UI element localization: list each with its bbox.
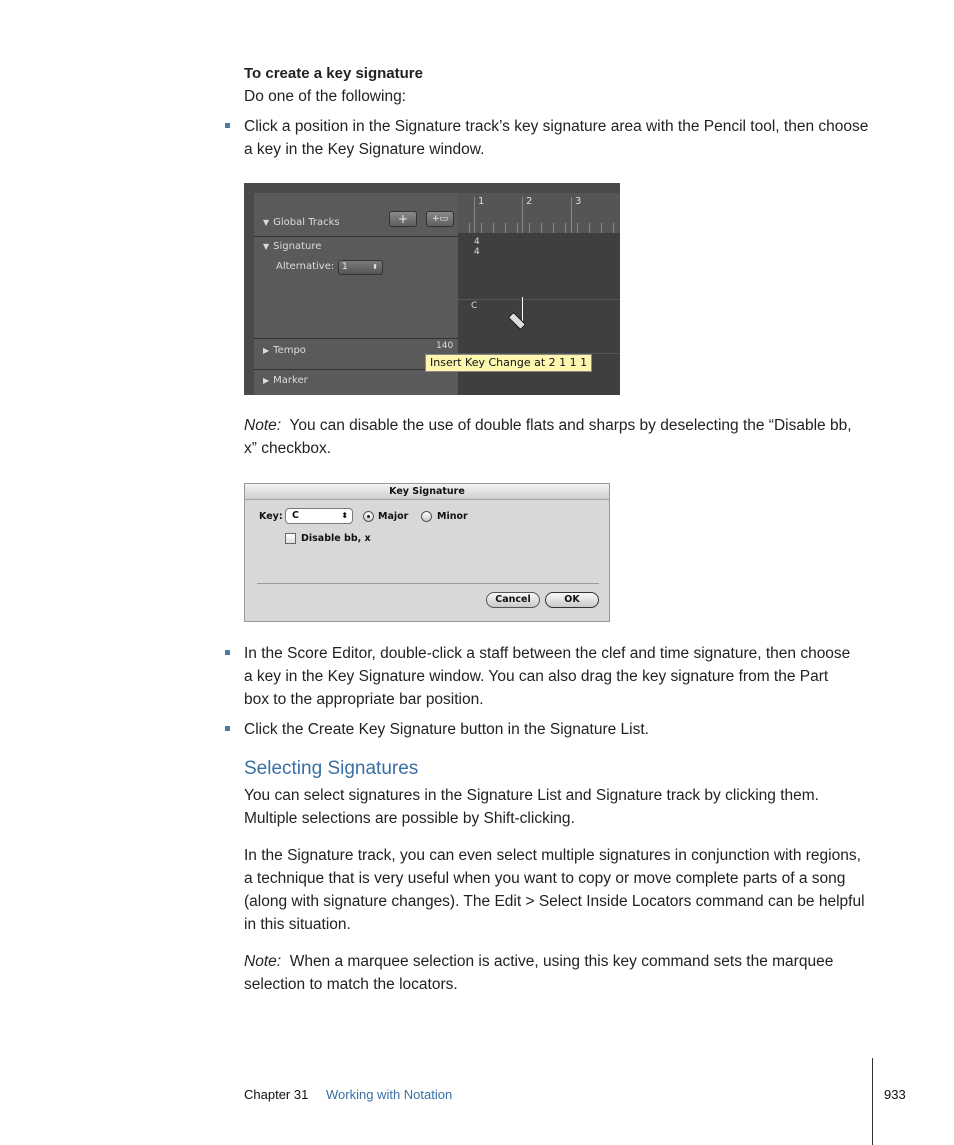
footer-divider <box>872 1058 873 1145</box>
paragraph-line: (along with signature changes). The Edit > Select Inside Locators command can be helpful <box>244 893 865 910</box>
section-paragraph-1 <box>244 784 884 830</box>
paragraph-line: a technique that is very useful when you want to copy or move complete parts of a song <box>244 870 846 887</box>
tempo-track-header[interactable] <box>263 345 306 356</box>
signature-label: Signature <box>273 241 322 252</box>
bullet-marker <box>225 726 230 731</box>
paragraph-line: Multiple selections are possible by Shift-clicking. <box>244 810 575 827</box>
dialog-title: Key Signature <box>245 484 609 500</box>
global-tracks-header[interactable] <box>263 217 340 228</box>
bullet-item-2 <box>244 642 884 711</box>
paragraph-line: In the Signature track, you can even select multiple signatures in conjunction with regions, <box>244 847 861 864</box>
disable-bb-checkbox[interactable] <box>285 533 296 544</box>
bullet-item-1 <box>244 115 884 161</box>
bullet-1-line-2: a key in the Key Signature window. <box>244 141 485 158</box>
bar-ruler[interactable] <box>458 193 620 233</box>
add-folder-button[interactable]: +▭ <box>426 211 454 227</box>
marker-label: Marker <box>273 375 308 386</box>
bullet-2-line-2: a key in the Key Signature window. You can also drag the key signature from the Part <box>244 668 829 685</box>
footer-chapter: Chapter 31 <box>244 1087 309 1102</box>
stepper-icon: ⬍ <box>341 511 348 520</box>
note-line-2: selection to match the locators. <box>244 976 458 993</box>
insert-position-line <box>522 297 523 323</box>
note-line-2: x” checkbox. <box>244 440 332 457</box>
note-line-1 <box>244 950 884 973</box>
divider <box>254 236 458 237</box>
key-signature-marker[interactable]: C <box>471 301 478 311</box>
alternative-value: 1 <box>342 262 348 272</box>
divider <box>254 338 458 339</box>
disclosure-triangle-icon: ▼ <box>263 242 270 251</box>
tempo-label: Tempo <box>273 345 306 356</box>
ok-button[interactable]: OK <box>545 592 599 608</box>
note-text: You can disable the use of double flats and sharps by deselecting the “Disable bb, <box>289 417 852 434</box>
disclosure-triangle-icon: ▼ <box>263 218 270 227</box>
intro-text: Do one of the following: <box>244 88 406 105</box>
task-heading: To create a key signature <box>244 65 423 82</box>
note-label: Note: <box>244 953 282 970</box>
note-paragraph <box>244 414 884 460</box>
stepper-icon: ⬍ <box>372 263 378 271</box>
key-label: Key: <box>259 511 283 522</box>
major-radio[interactable] <box>363 511 374 522</box>
minor-label: Minor <box>437 511 468 522</box>
paragraph-line: You can select signatures in the Signature List and Signature track by clicking them. <box>244 787 819 804</box>
section-paragraph-2 <box>244 844 884 936</box>
note-label: Note: <box>244 417 282 434</box>
bar-number: 2 <box>526 196 533 207</box>
divider <box>458 299 620 300</box>
dialog-separator <box>257 583 599 584</box>
section-note <box>244 950 884 996</box>
key-value: C <box>292 510 299 521</box>
add-track-button[interactable]: + <box>389 211 417 227</box>
tempo-value: 140 <box>436 341 454 351</box>
bar-number: 1 <box>478 196 485 207</box>
major-label: Major <box>378 511 409 522</box>
bullet-2-line-1: In the Score Editor, double-click a staff between the clef and time signature, then choose <box>244 645 851 662</box>
time-signature-bottom: 4 <box>474 247 480 257</box>
cancel-button[interactable]: Cancel <box>486 592 540 608</box>
time-signature-top: 4 <box>474 237 480 247</box>
bullet-marker <box>225 650 230 655</box>
disclosure-triangle-icon: ▶ <box>263 376 270 385</box>
paragraph-line: in this situation. <box>244 916 351 933</box>
bullet-1-line-1: Click a position in the Signature track’s key signature area with the Pencil tool, then choose <box>244 118 869 135</box>
key-select[interactable] <box>285 508 353 524</box>
bullet-2-line-3: box to the appropriate bar position. <box>244 691 484 708</box>
disclosure-triangle-icon: ▶ <box>263 346 270 355</box>
key-signature-dialog <box>244 483 610 622</box>
alternative-label: Alternative: <box>276 261 335 272</box>
insert-key-tooltip: Insert Key Change at 2 1 1 1 <box>425 354 592 372</box>
note-line-1 <box>244 414 884 437</box>
footer-chapter-title: Working with Notation <box>326 1087 453 1102</box>
bullet-marker <box>225 123 230 128</box>
time-signature[interactable] <box>474 237 480 257</box>
section-heading: Selecting Signatures <box>244 758 419 779</box>
note-text: When a marquee selection is active, using this key command sets the marquee <box>289 953 834 970</box>
global-tracks-label: Global Tracks <box>273 217 340 228</box>
signature-track-header[interactable] <box>263 241 321 252</box>
ruler-ticks <box>458 223 620 233</box>
alternative-select[interactable] <box>338 260 383 275</box>
bar-number: 3 <box>575 196 582 207</box>
marker-track-header[interactable] <box>263 375 308 386</box>
page-number: 933 <box>884 1087 906 1102</box>
disable-bb-label: Disable bb, x <box>301 533 371 544</box>
bullet-item-3: Click the Create Key Signature button in the Signature List. <box>244 721 649 738</box>
minor-radio[interactable] <box>421 511 432 522</box>
global-tracks-screenshot <box>244 183 620 395</box>
